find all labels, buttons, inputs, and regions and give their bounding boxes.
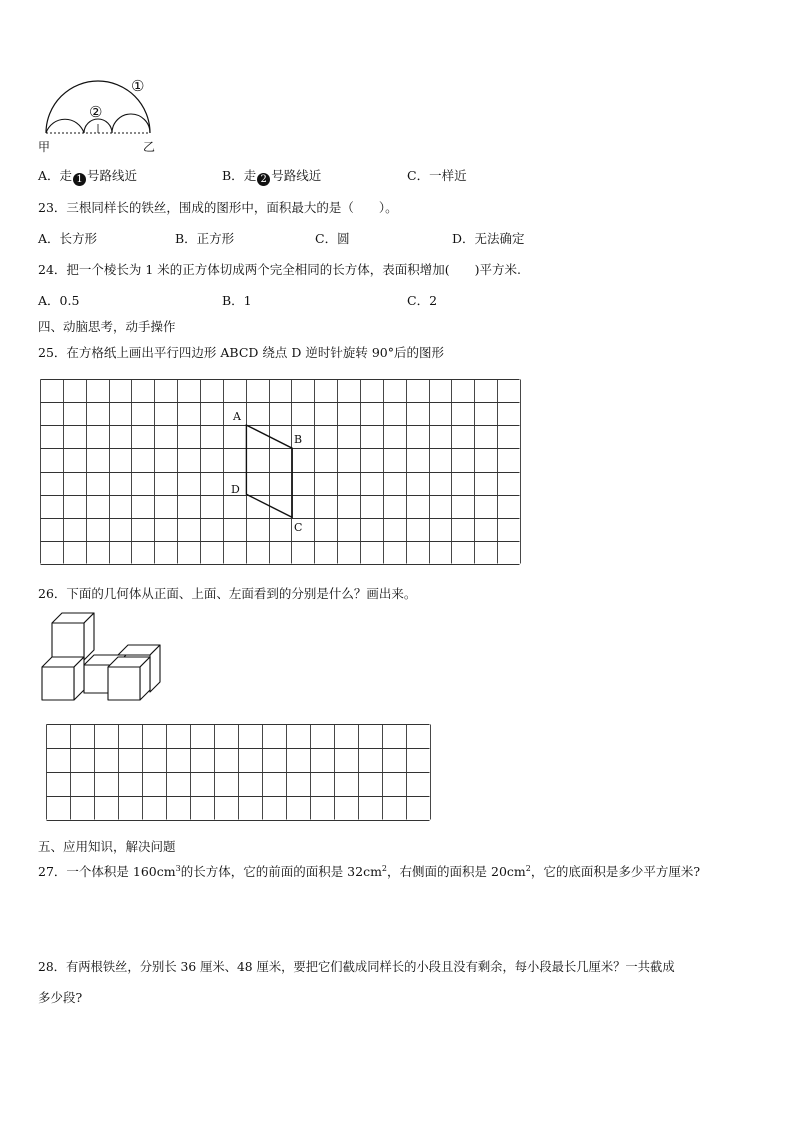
q24-option-a[interactable]: A．0.5 xyxy=(38,293,80,308)
q27-stem: 27．一个体积是 $160cm^3$的长方体，它的前面的面积是 $32cm^2$，右侧面的面积是 $20cm^2$，它的底面积是多少平方厘米? xyxy=(38,863,701,879)
q22-option-b[interactable]: B．走 2 号路线近 xyxy=(222,168,322,185)
vertex-b-label: B xyxy=(294,433,303,446)
q23-option-a[interactable]: A．长方形 xyxy=(38,231,98,246)
circled-number-2: 2 xyxy=(257,173,270,186)
q22-option-c[interactable]: C．一样近 xyxy=(407,168,467,183)
point-jia-label: 甲 xyxy=(38,140,51,154)
section-5-title: 五、应用知识，解决问题 xyxy=(38,839,176,854)
q28-stem-line2: 多少段? xyxy=(38,990,83,1005)
point-yi-label: 乙 xyxy=(143,140,156,154)
q24-option-c[interactable]: C．2 xyxy=(407,293,438,308)
q26-stem: 26．下面的几何体从正面、上面、左面看到的分别是什么？画出来。 xyxy=(38,586,417,601)
q26-answer-grid[interactable] xyxy=(46,724,430,820)
q23-option-d[interactable]: D．无法确定 xyxy=(452,231,525,246)
q22-option-a[interactable]: A．走 1 号路线近 xyxy=(38,168,138,185)
vertex-d-label: D xyxy=(231,483,240,496)
q25-stem: 25．在方格纸上画出平行四边形 ABCD 绕点 D 逆时针旋转 90°后的图形 xyxy=(38,345,444,360)
q24-option-b[interactable]: B．1 xyxy=(222,293,252,308)
q23-stem: 23．三根同样长的铁丝，围成的图形中，面积最大的是（ ）。 xyxy=(38,200,398,215)
q28-stem-line1: 28．有两根铁丝，分别长 36 厘米、48 厘米，要把它们截成同样长的小段且没有剩余，每小段最长几厘米？一共截成 xyxy=(38,960,675,974)
vertex-c-label: C xyxy=(294,521,303,534)
section-4-title: 四、动脑思考，动手操作 xyxy=(38,319,176,334)
q23-option-c[interactable]: C．圆 xyxy=(315,231,350,246)
parallelogram-abcd xyxy=(40,379,520,564)
circled-number-1: 1 xyxy=(73,173,86,186)
q24-stem: 24．把一个棱长为 1 米的正方体切成两个完全相同的长方体，表面积增加( )平方米. xyxy=(38,262,522,277)
q23-option-b[interactable]: B．正方形 xyxy=(175,231,235,246)
vertex-a-label: A xyxy=(233,410,241,423)
route-2-label: ② xyxy=(89,103,103,121)
cube-stack-figure xyxy=(40,610,170,705)
route-1-label: ① xyxy=(131,77,145,95)
